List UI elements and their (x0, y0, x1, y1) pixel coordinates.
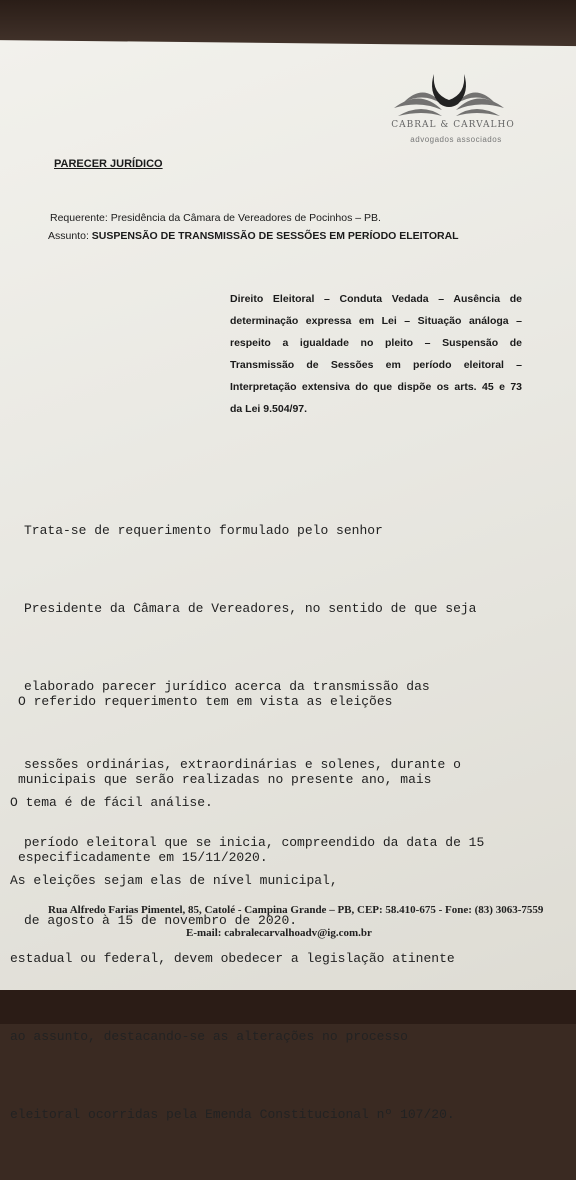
text-line: Presidente da Câmara de Vereadores, no sentido de que seja (24, 601, 477, 616)
assunto-label: Assunto: (48, 230, 89, 242)
footer-email: E-mail: cabralecarvalhoadv@ig.com.br (186, 927, 372, 939)
ementa-line: respeito a igualdade no pleito – Suspensão de (230, 337, 522, 349)
text-line: eleitoral ocorridas pela Emenda Constitucional nº 107/20. (10, 1107, 455, 1122)
text-line: As eleições sejam elas de nível municipal, (10, 873, 338, 888)
text-line: especificadamente em 15/11/2020. (18, 850, 268, 865)
text-line: de agosto à 15 de novembro de 2020. (24, 913, 298, 928)
ementa-block (230, 288, 522, 420)
ementa-line: Direito Eleitoral – Conduta Vedada – Ausência de (230, 293, 522, 305)
ementa-line: determinação expressa em Lei – Situação análoga – (230, 315, 522, 327)
text-line: O referido requerimento tem em vista as eleições (18, 694, 393, 709)
text-line: municipais que serão realizadas no presente ano, mais (18, 772, 432, 787)
text-line: ao assunto, destacando-se as alterações no processo (10, 1029, 408, 1044)
document-title: PARECER JURÍDICO (54, 158, 163, 170)
text-line: estadual ou federal, devem obedecer a legislação atinente (10, 951, 455, 966)
assunto-line (48, 230, 459, 242)
text-line: sessões ordinárias, extraordinárias e solenes, durante o (24, 757, 461, 772)
text-line: período eleitoral que se inicia, compreendido da data de 15 (24, 835, 485, 850)
text-line: O tema é de fácil análise. (10, 795, 213, 810)
footer-address: Rua Alfredo Farias Pimentel, 85, Catolé - Campina Grande – PB, CEP: 58.410-675 - Fone: (83) 3063-7559 (48, 904, 544, 916)
ementa-line: Transmissão de Sessões em período eleitoral – (230, 359, 522, 371)
text-line: Trata-se de requerimento formulado pelo senhor (24, 523, 383, 538)
assunto-value: SUSPENSÃO DE TRANSMISSÃO DE SESSÕES EM PERÍODO ELEITORAL (91, 230, 459, 242)
paragraph-3 (10, 738, 455, 1180)
text-line: elaborado parecer jurídico acerca da transmissão das (24, 679, 430, 694)
firm-subtitle: advogados associados (410, 135, 502, 144)
ementa-line: da Lei 9.504/97. (230, 403, 308, 415)
requerente-line: Requerente: Presidência da Câmara de Vereadores de Pocinhos – PB. (50, 212, 381, 224)
firm-name: CABRAL & CARVALHO (391, 120, 515, 130)
ementa-line: Interpretação extensiva do que dispõe os arts. 45 e 73 (230, 381, 522, 393)
